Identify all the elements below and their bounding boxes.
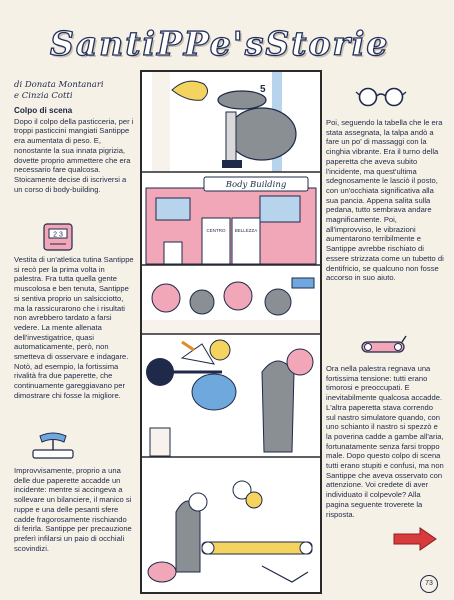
- page-number: 73: [420, 575, 438, 593]
- weight-label: 5: [260, 84, 266, 95]
- left-column-block-1: [14, 106, 134, 194]
- gym-sign: Body Building: [225, 180, 287, 190]
- left-column-block-2: [14, 255, 134, 401]
- authors: [14, 80, 134, 102]
- comic-strip: [140, 70, 322, 594]
- glasses-icon: [355, 86, 407, 108]
- paragraph: Poi, seguendo la tabella che le era stata assegnata, la talpa andò a fare un po' di massaggi con la cinghia vibrante. Era il turno della paperetta che aveva subito l'incidente, ma quest'ultima sdegnosamente le lasciò il posto, con un'occhiata significativa alla sua pancia. Appena salita sulla pedana, tutto sembrava andare magnificamente. Poi, all'improvviso, le vibrazioni aumentarono terribilmente e Santippe avrebbe rischiato di essere strizzata come un tubetto di dentifricio, se qualcuno non fosse accorso in suo aiuto.: [326, 118, 444, 283]
- paragraph: Ora nella palestra regnava una fortissima tensione: tutti erano timorosi e preoccupati. E inevitabilmente qualcosa accadde. L'altra paperetta stava correndo sul nastro simulatore quando, con uno schianto il nastro si spezzò e la poverina cadde a gambe all'aria, fortunatamente senza farsi troppo male. Dopo questo colpo di scena tutti erano stupiti e confusi, ma non Santippe che aveva osservato con attenzione. Voi credete di aver individuato il colpevole? Alla pagina seguente troverete la risposta.: [326, 364, 444, 519]
- panel-gym-interior: [142, 266, 320, 334]
- right-column-block-1: [326, 118, 444, 283]
- right-column-block-2: [326, 364, 444, 519]
- conveyor-belt-icon: [358, 334, 408, 358]
- panel-massage: [142, 72, 320, 172]
- comic-illustration: [142, 72, 320, 592]
- panel-gym-building: [142, 173, 320, 265]
- paragraph: Improvvisamente, proprio a una delle due paperette accadde un incidente: mentre si accingeva a sollevare un bilanciere, il manico si ruppe e una delle pesanti sfere cadde fragorosamente rischiando di ferirla. Santippe per precauzione preferì infilarsi un paio di occhiali scovindizi.: [14, 466, 132, 553]
- section-heading: Colpo di scena: [14, 106, 73, 115]
- door-right-sign: BELLEZZA: [234, 228, 258, 233]
- left-column-block-3: [14, 466, 134, 553]
- author-line: di Donata Montanari: [14, 80, 104, 90]
- door-left-sign: CENTRO: [206, 228, 226, 233]
- weighing-scale-icon: [42, 222, 74, 252]
- author-line: e Cinzia Cotti: [14, 91, 73, 101]
- paragraph: Dopo il colpo della pasticceria, per i troppi pasticcini mangiati Santippe era aumentata di peso. E, nonostante la sua innata pigrizia, dovette proprio ammettere che era necessario fare qualcosa. Stoicamente decise di iscriversi a un corso di body-building.: [14, 116, 134, 194]
- red-arrow-icon: [392, 526, 438, 552]
- page-title: SantiPPe'sStorie: [50, 24, 390, 63]
- massage-belt-icon: [30, 428, 76, 462]
- panel-treadmill: [142, 458, 320, 592]
- scale-readout: 2 3: [53, 231, 63, 239]
- paragraph: Vestita di un'atletica tutina Santippe si recò per la prima volta in palestra. Fra tutta quella gente muscolosa e ben tenuta, Santippe si sentiva proprio un salsicciotto, ma la rassicurarono che i risultati non avrebbero tardato a farsi vedere. La mente allenata dell'investigatrice, quasi automaticamente, però, non smetteva di osservare e indagare. Notò, ad esempio, la fortissima rivalità fra due paperette, che continuamente gareggiavano per dimostrare chi fosse la migliore.: [14, 255, 134, 400]
- panel-barbell: [142, 335, 320, 457]
